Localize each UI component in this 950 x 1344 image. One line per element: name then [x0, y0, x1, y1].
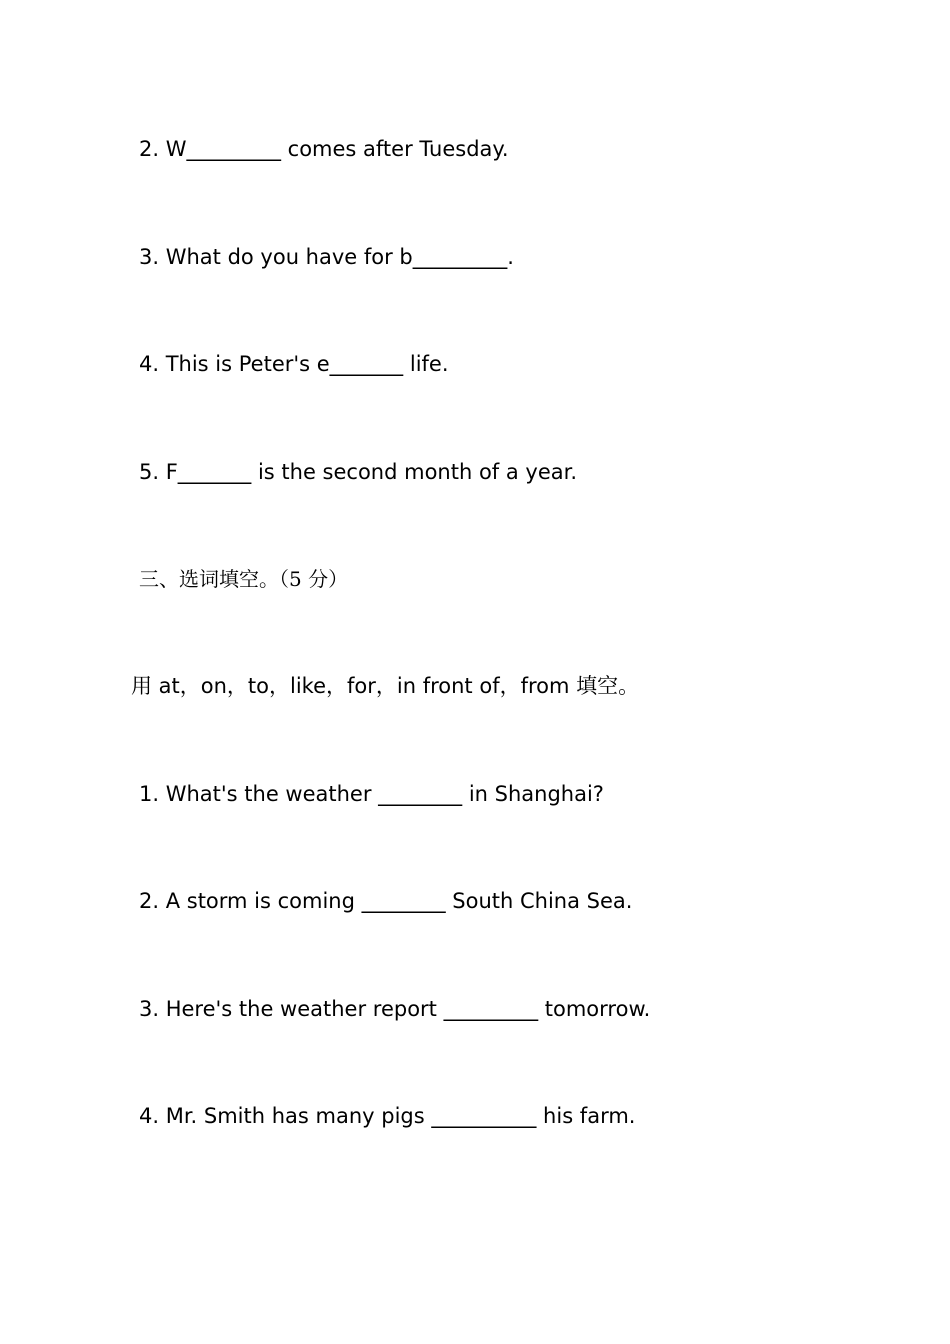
fill-question-4: 4. Mr. Smith has many pigs __________ his farm. [139, 1104, 636, 1128]
question-3-breakfast: 3. What do you have for b_________. [139, 245, 514, 269]
question-5-february: 5. F_______ is the second month of a year. [139, 460, 578, 484]
fill-question-1: 1. What's the weather ________ in Shanghai? [139, 782, 604, 806]
section-3-instruction: 用 at，on，to，like，for，in front of，from 填空。 [131, 674, 640, 698]
section-3-heading: 三、选词填空。（5 分） [139, 567, 349, 591]
question-4-everyday: 4. This is Peter's e_______ life. [139, 352, 449, 376]
fill-question-3: 3. Here's the weather report _________ tomorrow. [139, 997, 651, 1021]
question-2-weekday: 2. W_________ comes after Tuesday. [139, 137, 509, 161]
fill-question-2: 2. A storm is coming ________ South China Sea. [139, 889, 633, 913]
